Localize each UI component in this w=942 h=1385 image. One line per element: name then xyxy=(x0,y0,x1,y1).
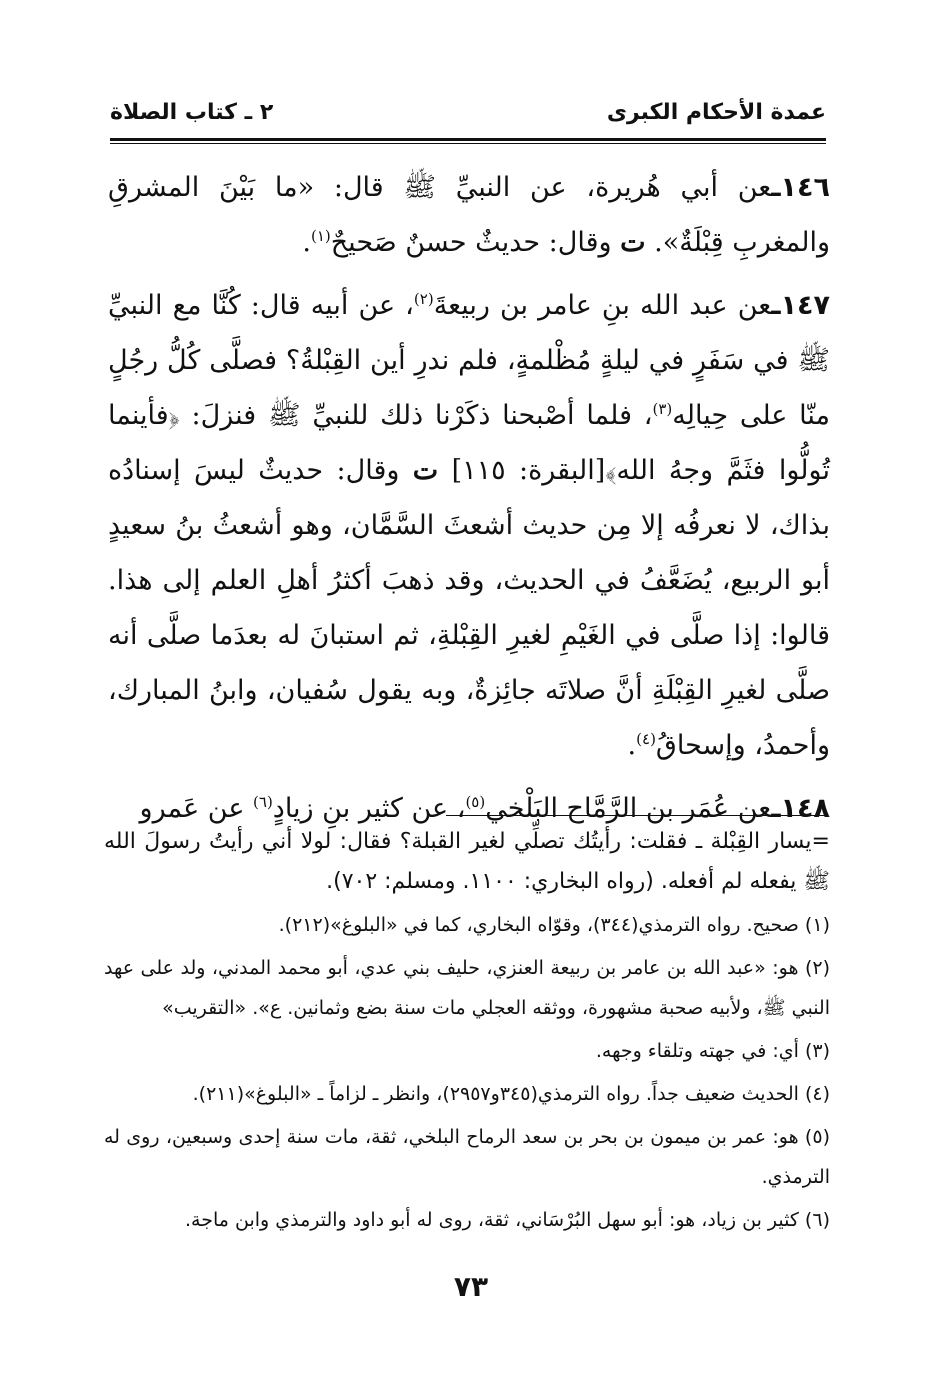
footnote-ref[interactable]: (٥) xyxy=(465,793,486,811)
hadith-number: ١٤٦ـ xyxy=(771,172,830,203)
hadith-146 xyxy=(108,160,830,270)
hadith-text: ، عن كثير بنِ زيادٍ xyxy=(272,793,466,824)
footnote-1: (١) صحيح. رواه الترمذي(٣٤٤)، وقوّاه البخاري، كما في «البلوغ»(٢١٢). xyxy=(278,914,830,936)
footnote-separator xyxy=(446,815,828,816)
footnotes xyxy=(104,822,830,1243)
footnote-3: (٣) أي: في جهته وتلقاء وجهه. xyxy=(595,1040,830,1062)
source-mark: ت xyxy=(620,227,646,258)
hadith-text: ، عن أبيه قال: كُنَّا مع النبيِّ ﷺ في سَفَرٍ في ليلةٍ مُظْلمةٍ، فلم ندرِ أين القِبْلةُ؟ فصلَّى كُلُّ رجُلٍ منّا على حِيالِه xyxy=(108,290,830,431)
footnote-continuation: =يسار القِبْلة ـ فقلت: رأيتُك تصلِّي لغير القبلة؟ فقال: لولا أني رأيتُ رسولَ الله ﷺ يفعله لم أفعله. (رواه البخاري: ١١٠٠. ومسلم: ٧٠٢). xyxy=(104,829,830,894)
main-text xyxy=(108,160,830,844)
footnote-4: (٤) الحديث ضعيف جداً. رواه الترمذي(٣٤٥و٢٩٥٧)، وانظر ـ لزاماً ـ «البلوغ»(٢١١). xyxy=(192,1083,830,1105)
sentence-end: . xyxy=(627,730,637,761)
hadith-text: وقال: حديثٌ ليسَ إسنادُه بذاك، لا نعرفُه إلا مِن حديث أشعثَ السَّمَّان، وهو أشعثُ بنُ سعيدٍ أبو الربيع، يُضَعَّفُ في الحديث، وقد ذهبَ أكثرُ أهلِ العلم إلى هذا. قالوا: إذا صلَّى في الغَيْمِ لغيرِ القِبْلةِ، ثم استبانَ له بعدَما صلَّى أنه صلَّى لغيرِ القِبْلَةِ أنَّ صلاتَه جائِزةٌ، وبه يقول سُفيان، وابنُ المبارك، وأحمدُ، وإسحاقُ xyxy=(108,455,830,761)
footnote-2: (٢) هو: «عبد الله بن عامر بن ربيعة العنزي، حليف بني عدي، أبو محمد المدني، ولد على عهد النبي ﷺ، ولأبيه صحبة مشهورة، ووثقه العجلي مات سنة بضع وثمانين. ع». «التقريب» xyxy=(104,957,830,1019)
page-number: ٧٣ xyxy=(453,1270,489,1303)
hadith-number: ١٤٧ـ xyxy=(771,290,831,321)
footnote-ref[interactable]: (٣) xyxy=(652,400,673,418)
section-title: ٢ ـ كتاب الصلاة xyxy=(110,99,274,125)
footnote-6: (٦) كثير بن زياد، هو: أبو سهل البُرْسَاني، ثقة، روى له أبو داود والترمذي وابن ماجة. xyxy=(185,1209,830,1231)
hadith-text: عن عُمَر بن الرَّمَّاح البَلْخي xyxy=(485,793,772,824)
hadith-text: عن عَمرو xyxy=(139,793,254,824)
hadith-text: وقال: حديثٌ حسنٌ صَحيحٌ xyxy=(330,227,621,258)
source-mark: ت xyxy=(412,455,439,486)
footnote-ref[interactable]: (٢) xyxy=(413,290,434,308)
header-rule xyxy=(110,138,826,144)
hadith-number: ١٤٨ـ xyxy=(771,793,830,824)
sentence-end: . xyxy=(302,227,311,258)
running-header xyxy=(110,92,826,132)
hadith-text: ، فلما أصْبحنا ذكَرْنا ذلك للنبيِّ ﷺ فنزلَ: ﴿فأينما تُولُّوا فثَمَّ وجهُ الله﴾[البقرة: ١١٥] xyxy=(108,400,830,486)
hadith-text: عن عبد الله بنِ عامر بن ربيعةَ xyxy=(433,290,772,321)
footnote-ref[interactable]: (١) xyxy=(310,227,331,245)
book-title: عمدة الأحكام الكبرى xyxy=(606,99,826,125)
footnote-ref[interactable]: (٦) xyxy=(253,793,273,811)
footnote-5: (٥) هو: عمر بن ميمون بن بحر بن سعد الرماح البلخي، ثقة، مات سنة إحدى وسبعين، روى له الترمذي. xyxy=(104,1126,830,1188)
footnote-ref[interactable]: (٤) xyxy=(636,730,656,748)
hadith-text: عن أبي هُريرة، عن النبيِّ ﷺ قال: «ما بَيْنَ المشرقِ والمغربِ قِبْلَةٌ». xyxy=(108,172,830,258)
hadith-147 xyxy=(108,278,830,773)
